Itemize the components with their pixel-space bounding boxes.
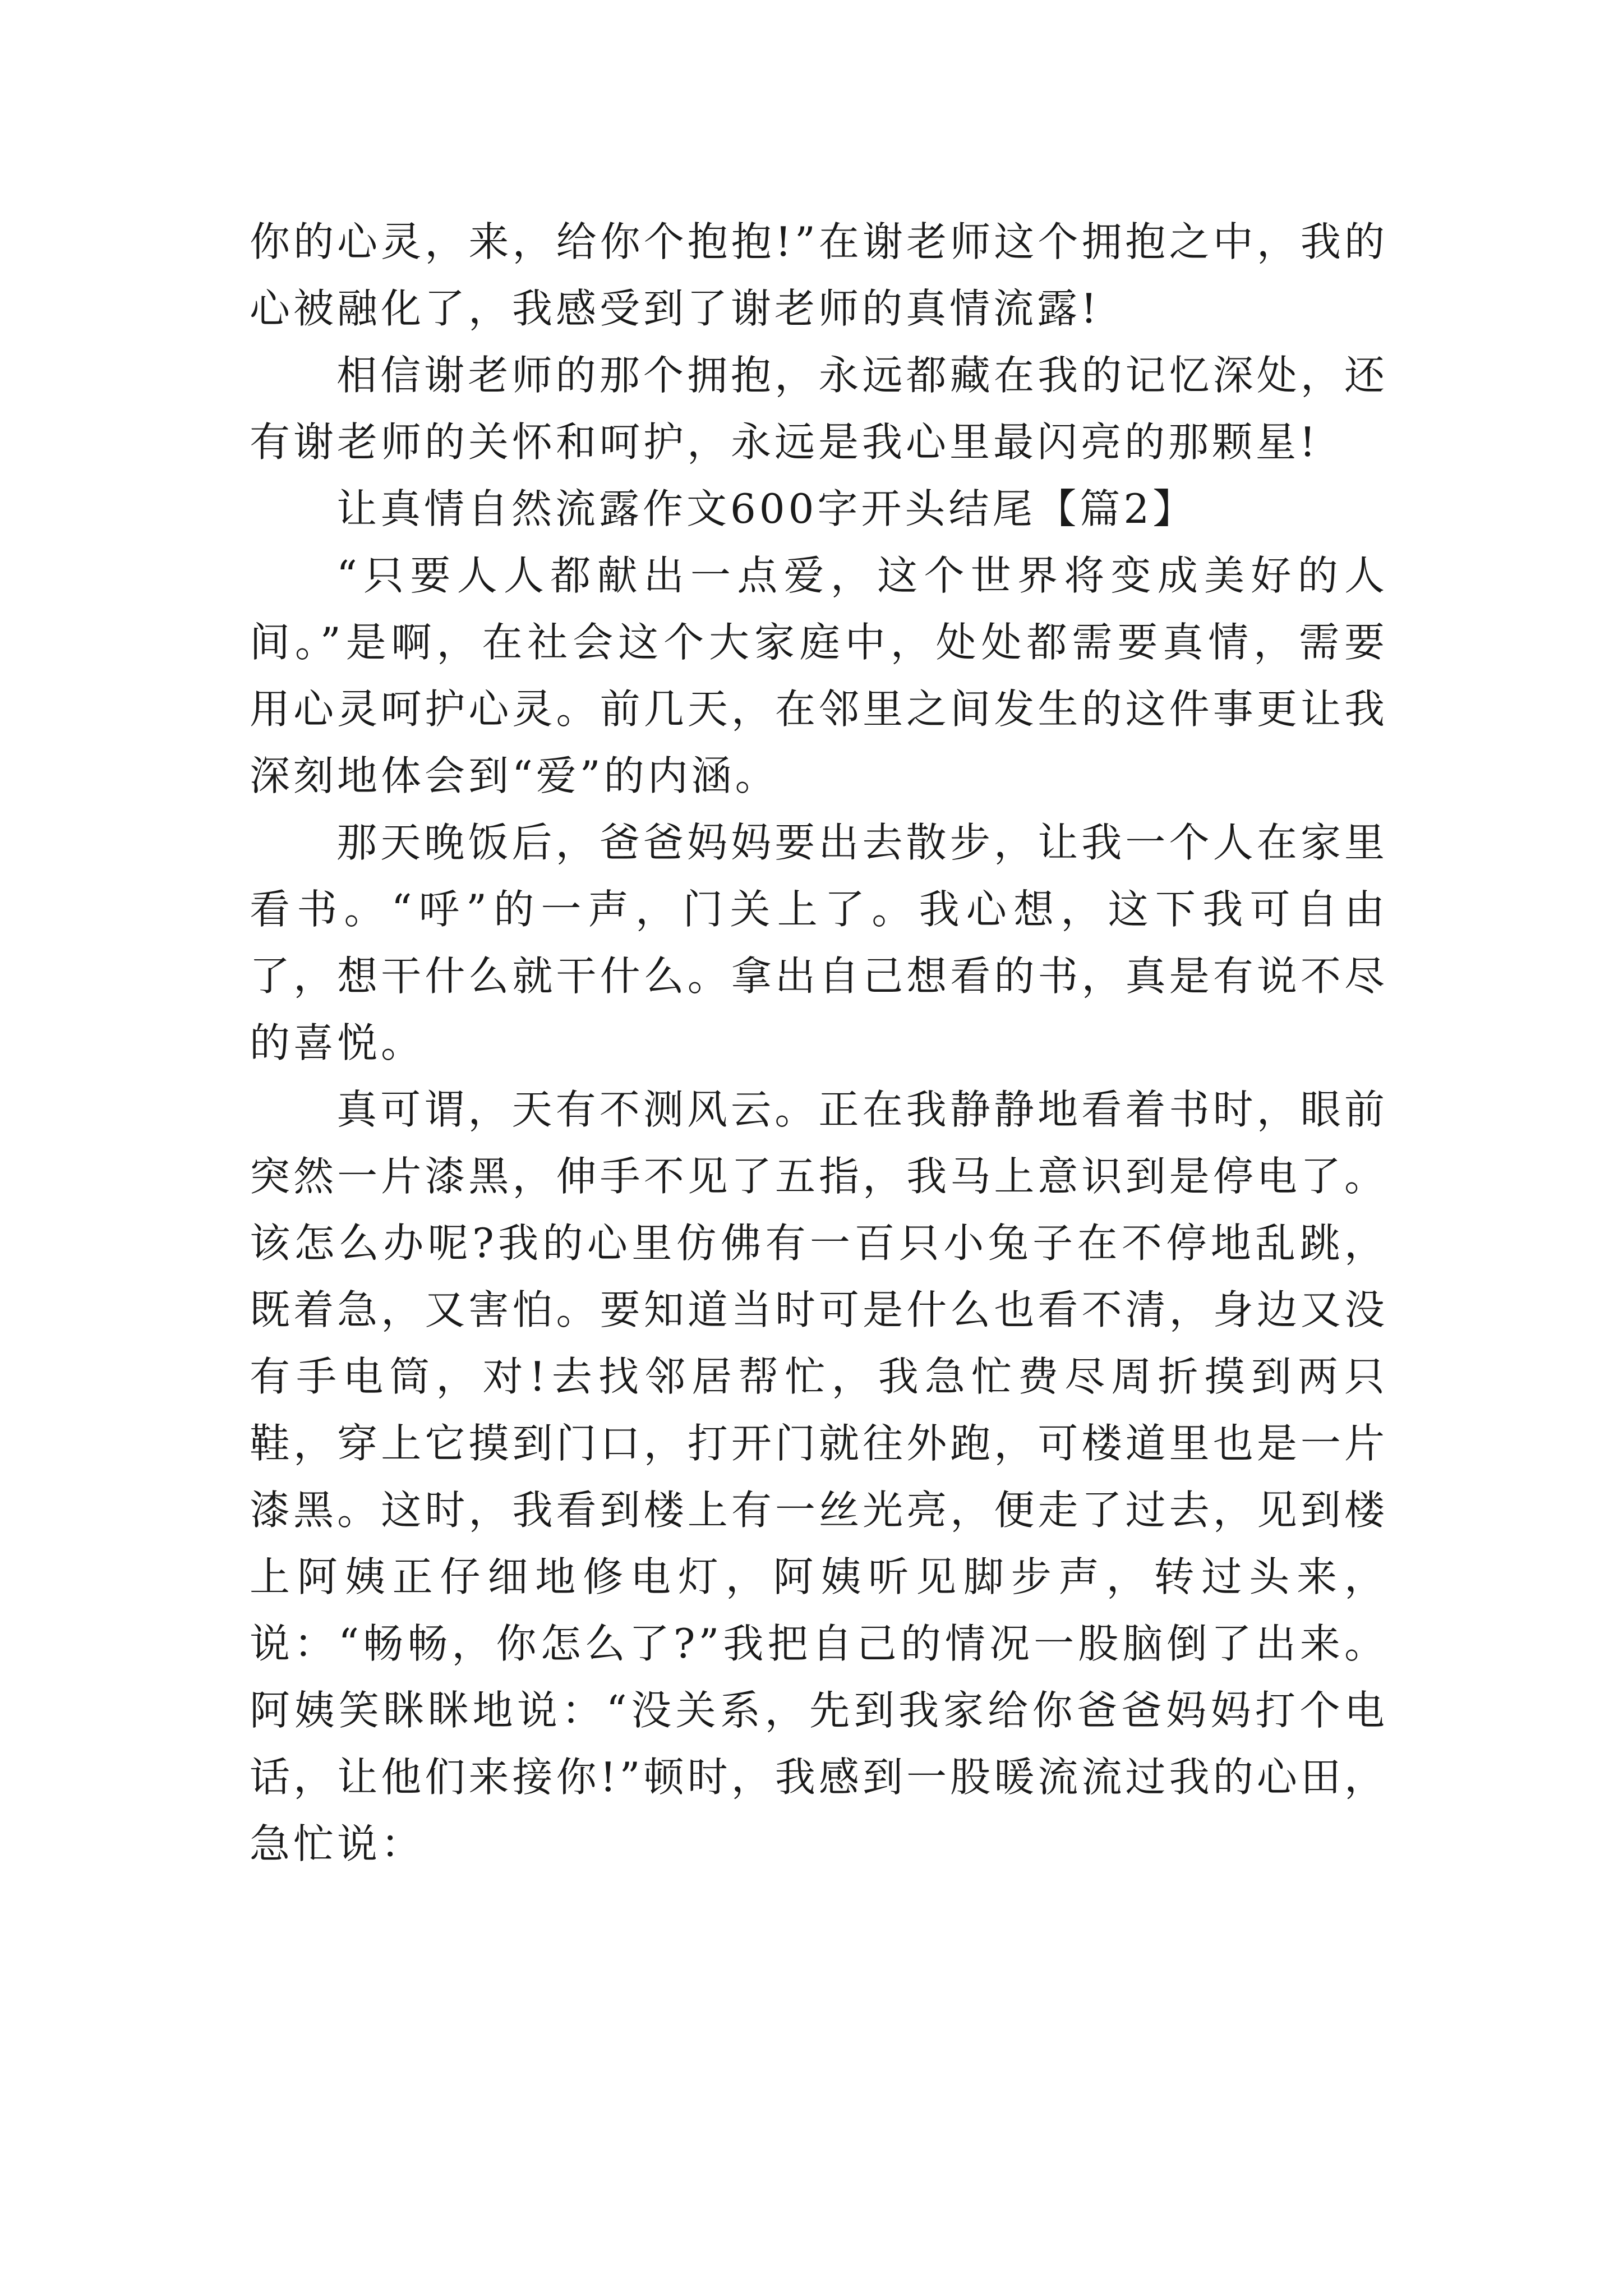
paragraph: “只要人人都献出一点爱，这个世界将变成美好的人间。”是啊，在社会这个大家庭中，处处都需要真情，需要用心灵呵护心灵。前几天，在邻里之间发生的这件事更让我深刻地体会到“爱”的内涵。 (250, 552, 1388, 799)
paragraph: 相信谢老师的那个拥抱，永远都藏在我的记忆深处，还有谢老师的关怀和呵护，永远是我心里最闪亮的那颗星! (250, 352, 1388, 466)
document-body (250, 209, 1388, 1878)
paragraph-continuation: 你的心灵，来，给你个抱抱!”在谢老师这个拥抱之中，我的心被融化了，我感受到了谢老师的真情流露! (250, 218, 1388, 332)
paragraph: 真可谓，天有不测风云。正在我静静地看着书时，眼前突然一片漆黑，伸手不见了五指，我马上意识到是停电了。该怎么办呢?我的心里仿佛有一百只小兔子在不停地乱跳，既着急，又害怕。要知道当时可是什么也看不清，身边又没有手电筒，对!去找邻居帮忙，我急忙费尽周折摸到两只鞋，穿上它摸到门口，打开门就往外跑，可楼道里也是一片漆黑。这时，我看到楼上有一丝光亮，便走了过去，见到楼上阿姨正仔细地修电灯，阿姨听见脚步声，转过头来，说：“畅畅，你怎么了?”我把自己的情况一股脑倒了出来。阿姨笑眯眯地说：“没关系，先到我家给你爸爸妈妈打个电话，让他们来接你!”顿时，我感到一股暖流流过我的心田，急忙说： (250, 1086, 1388, 1867)
paragraph: 那天晚饭后，爸爸妈妈要出去散步，让我一个人在家里看书。“呼”的一声，门关上了。我心想，这下我可自由了，想干什么就干什么。拿出自己想看的书，真是有说不尽的喜悦。 (250, 819, 1388, 1066)
section-heading: 让真情自然流露作文600字开头结尾【篇2】 (336, 485, 1197, 532)
